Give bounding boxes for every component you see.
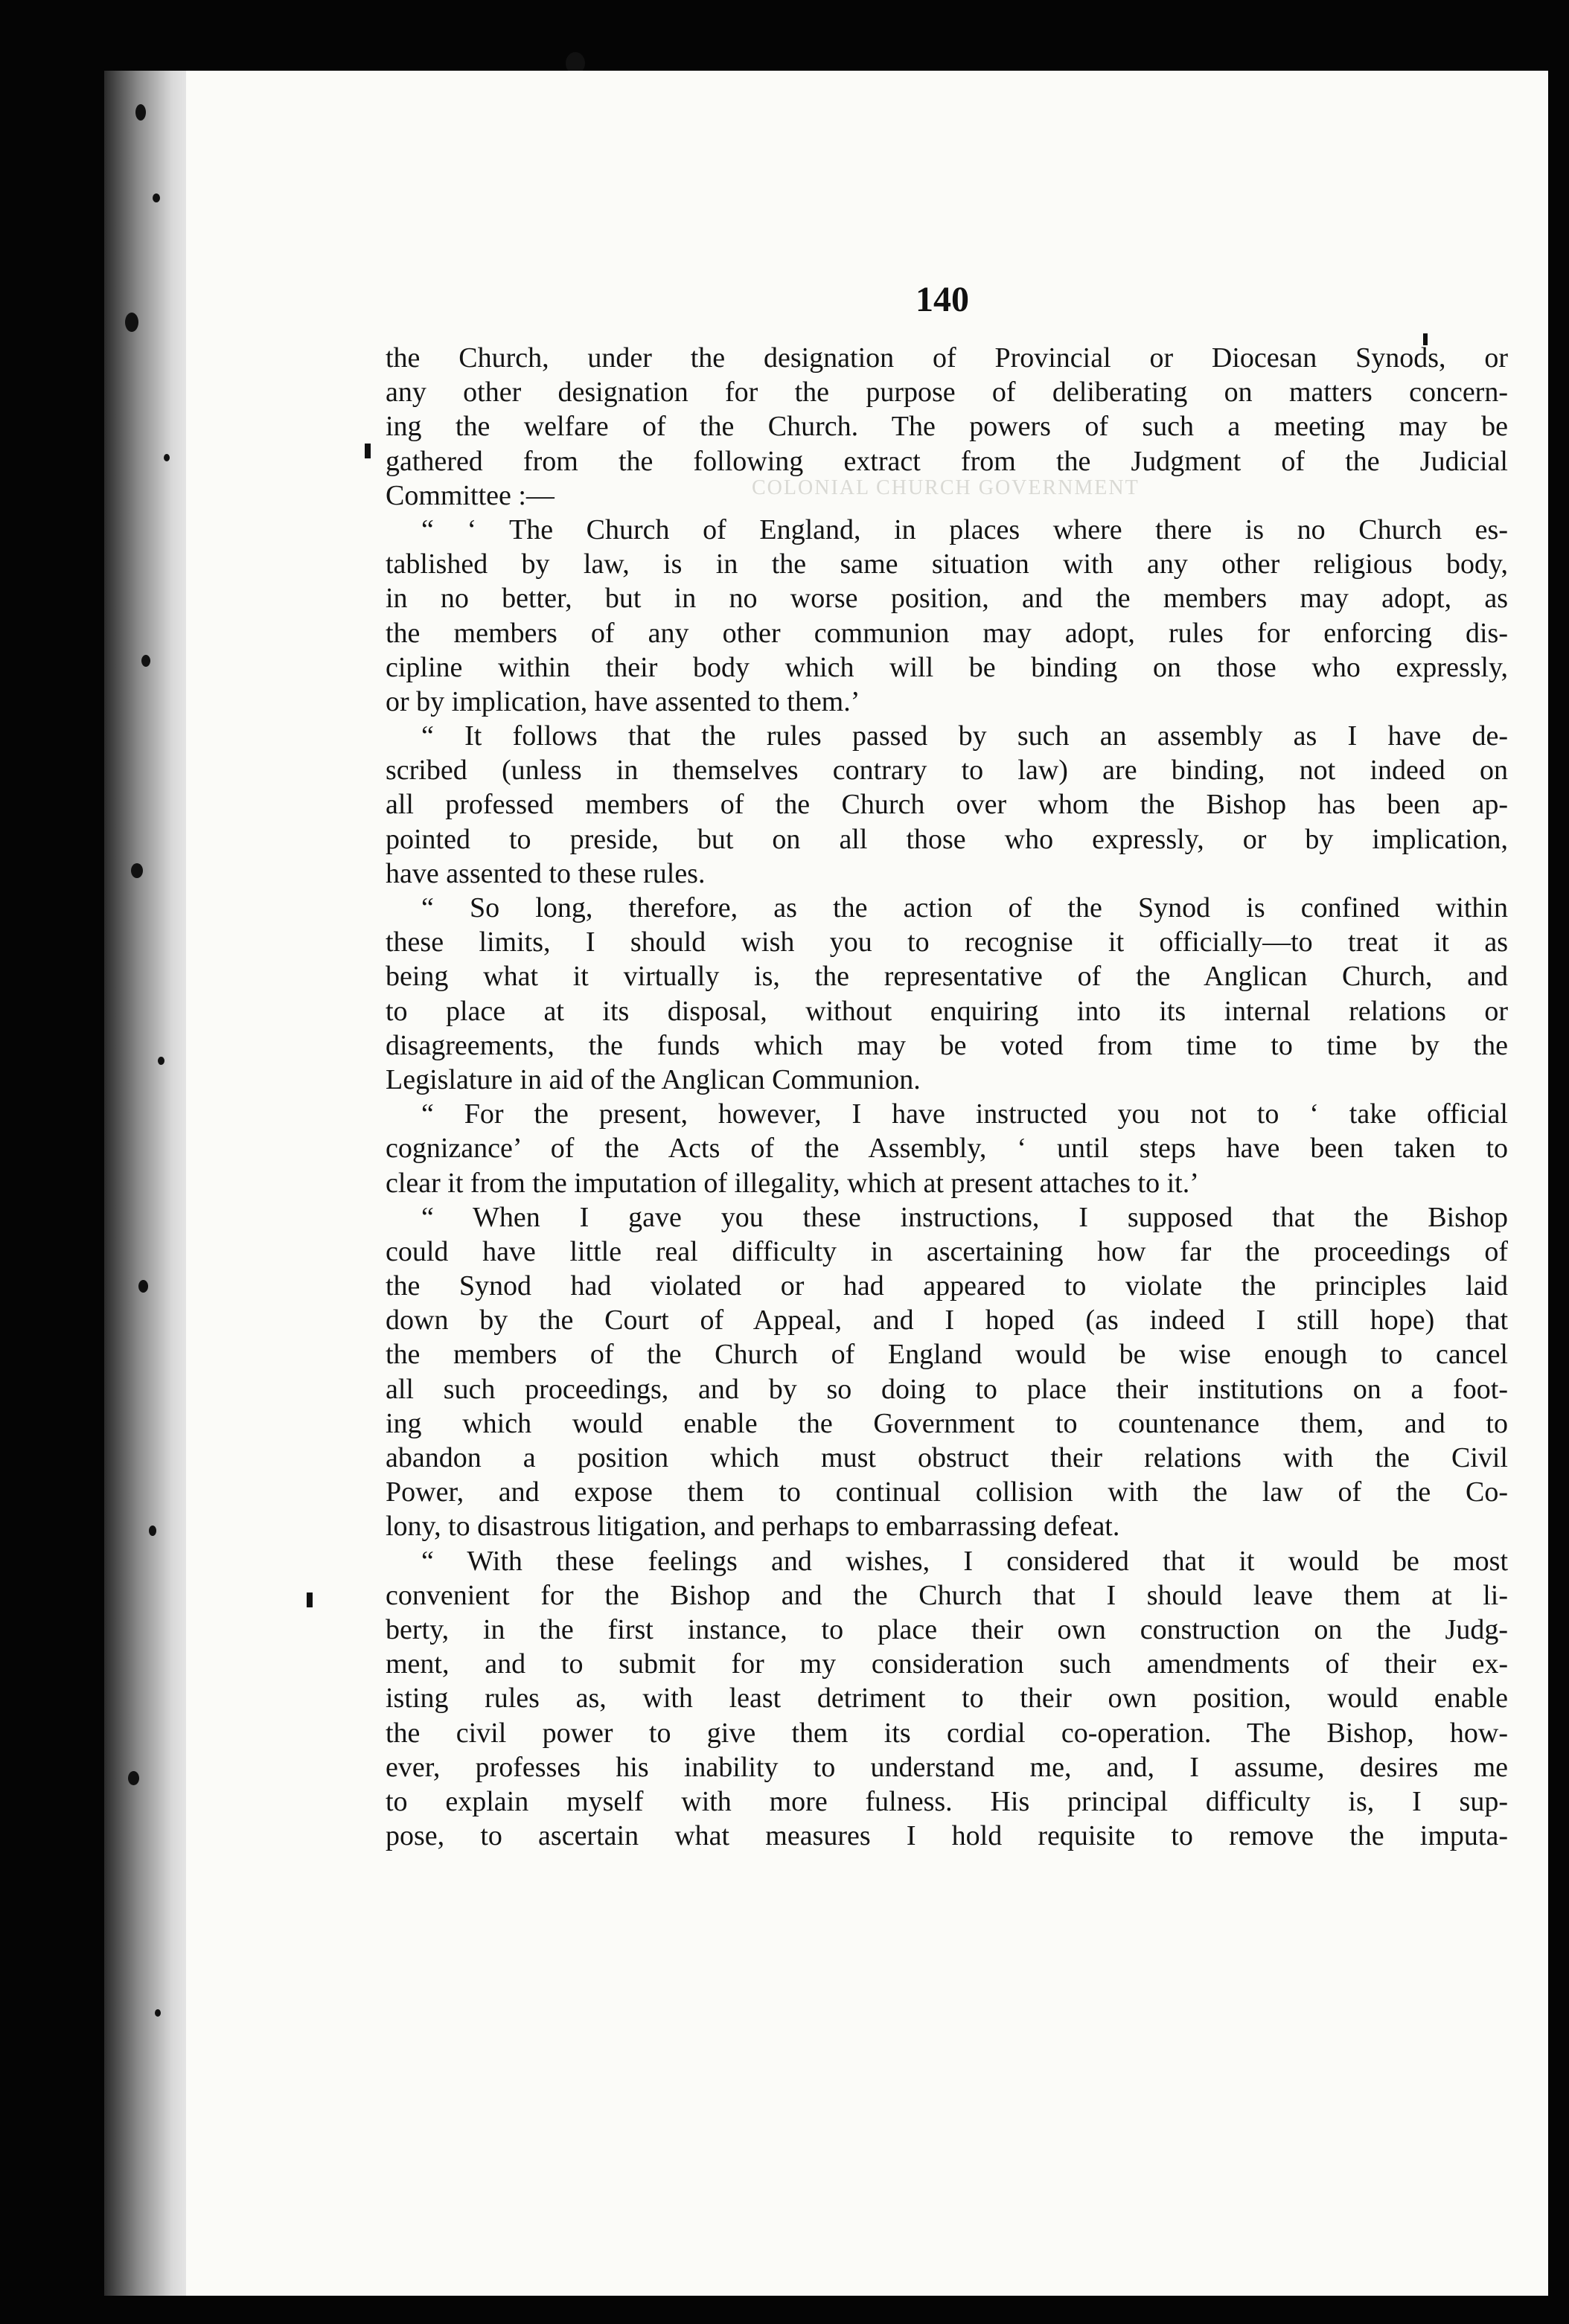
text-line: these limits, I should wish you to recognise it officially—to treat it as — [386, 926, 1508, 958]
ink-speck — [125, 313, 138, 332]
text-line: pose, to ascertain what measures I hold requisite to remove the imputa- — [386, 1820, 1508, 1852]
text-line: cipline within their body which will be binding on those who expressly, — [386, 651, 1508, 683]
ink-speck — [164, 454, 170, 461]
page-number: 140 — [915, 280, 969, 319]
text-line: “ For the present, however, I have instructed you not to ‘ take official — [421, 1098, 1508, 1130]
text-line: “ With these feelings and wishes, I considered that it would be most — [421, 1545, 1508, 1577]
text-line: pointed to preside, but on all those who expressly, or by implication, — [386, 823, 1508, 855]
text-line: the members of the Church of England would be wise enough to cancel — [386, 1339, 1508, 1371]
text-line: being what it virtually is, the representative of the Anglican Church, and — [386, 961, 1508, 993]
ink-speck — [149, 1526, 156, 1536]
text-line: tablished by law, is in the same situation with any other religious body, — [386, 548, 1508, 580]
text-line: Power, and expose them to continual collision with the law of the Co- — [386, 1476, 1508, 1508]
ink-speck — [141, 655, 150, 667]
text-line: “ When I gave you these instructions, I supposed that the Bishop — [421, 1201, 1508, 1233]
text-line: or by implication, have assented to them.’ — [386, 685, 860, 717]
text-line: to place at its disposal, without enquiring into its internal relations or — [386, 995, 1508, 1027]
text-line: disagreements, the funds which may be voted from time to time by the — [386, 1029, 1508, 1061]
text-line: down by the Court of Appeal, and I hoped (as indeed I still hope) that — [386, 1305, 1508, 1337]
text-line: ing which would enable the Government to countenance them, and to — [386, 1407, 1508, 1439]
text-line: gathered from the following extract from the Judgment of the Judicial — [386, 445, 1508, 477]
text-line: the members of any other communion may adopt, rules for enforcing dis- — [386, 617, 1508, 649]
text-line: isting rules as, with least detriment to their own position, would enable — [386, 1683, 1508, 1715]
text-line: berty, in the first instance, to place their own construction on the Judg- — [386, 1613, 1508, 1645]
text-line: the Church, under the designation of Provincial or Diocesan Synods, or — [386, 342, 1508, 374]
body-text — [386, 341, 1508, 1853]
text-line: ever, professes his inability to understand me, and, I assume, desires me — [386, 1751, 1508, 1783]
text-line: to explain myself with more fulness. His principal difficulty is, I sup- — [386, 1785, 1508, 1817]
text-line: all such proceedings, and by so doing to place their institutions on a foot- — [386, 1373, 1508, 1405]
text-line: scribed (unless in themselves contrary to law) are binding, not indeed on — [386, 755, 1508, 787]
ink-speck — [155, 2009, 161, 2017]
text-line: have assented to these rules. — [386, 857, 706, 889]
text-line: Legislature in aid of the Anglican Communion. — [386, 1063, 921, 1095]
ink-speck — [138, 1280, 148, 1293]
text-line: “ It follows that the rules passed by such an assembly as I have de- — [421, 720, 1508, 752]
text-line: the Synod had violated or had appeared to violate the principles laid — [386, 1270, 1508, 1302]
text-line: all professed members of the Church over whom the Bishop has been ap- — [386, 789, 1508, 821]
text-line: clear it from the imputation of illegality, which at present attaches to it.’ — [386, 1167, 1199, 1199]
ink-speck — [158, 1057, 164, 1065]
text-line: “ ‘ The Church of England, in places where there is no Church es- — [421, 513, 1508, 545]
ink-speck — [128, 1771, 139, 1785]
bleed-through-text: COLONIAL CHURCH GOVERNMENT — [752, 476, 1140, 499]
text-line: cognizance’ of the Acts of the Assembly, ‘ until steps have been taken to — [386, 1133, 1508, 1165]
text-line: any other designation for the purpose of deliberating on matters concern- — [386, 377, 1508, 409]
ink-speck — [131, 863, 143, 878]
text-line: “ So long, therefore, as the action of the Synod is confined within — [421, 892, 1508, 923]
margin-mark — [365, 444, 371, 458]
margin-mark — [307, 1592, 313, 1607]
text-line: abandon a position which must obstruct their relations with the Civil — [386, 1442, 1508, 1473]
ink-speck — [153, 193, 160, 202]
text-line: lony, to disastrous litigation, and perhaps to embarrassing defeat. — [386, 1511, 1120, 1543]
text-line: Committee :— — [386, 479, 555, 511]
text-line: could have little real difficulty in ascertaining how far the proceedings of — [386, 1235, 1508, 1267]
text-line: convenient for the Bishop and the Church that I should leave them at li- — [386, 1579, 1508, 1611]
text-line: in no better, but in no worse position, and the members may adopt, as — [386, 583, 1508, 615]
text-line: ment, and to submit for my consideration such amendments of their ex- — [386, 1648, 1508, 1680]
text-line: ing the welfare of the Church. The powers of such a meeting may be — [386, 411, 1508, 443]
text-line: the civil power to give them its cordial co-operation. The Bishop, how- — [386, 1717, 1508, 1749]
ink-speck — [135, 104, 146, 121]
